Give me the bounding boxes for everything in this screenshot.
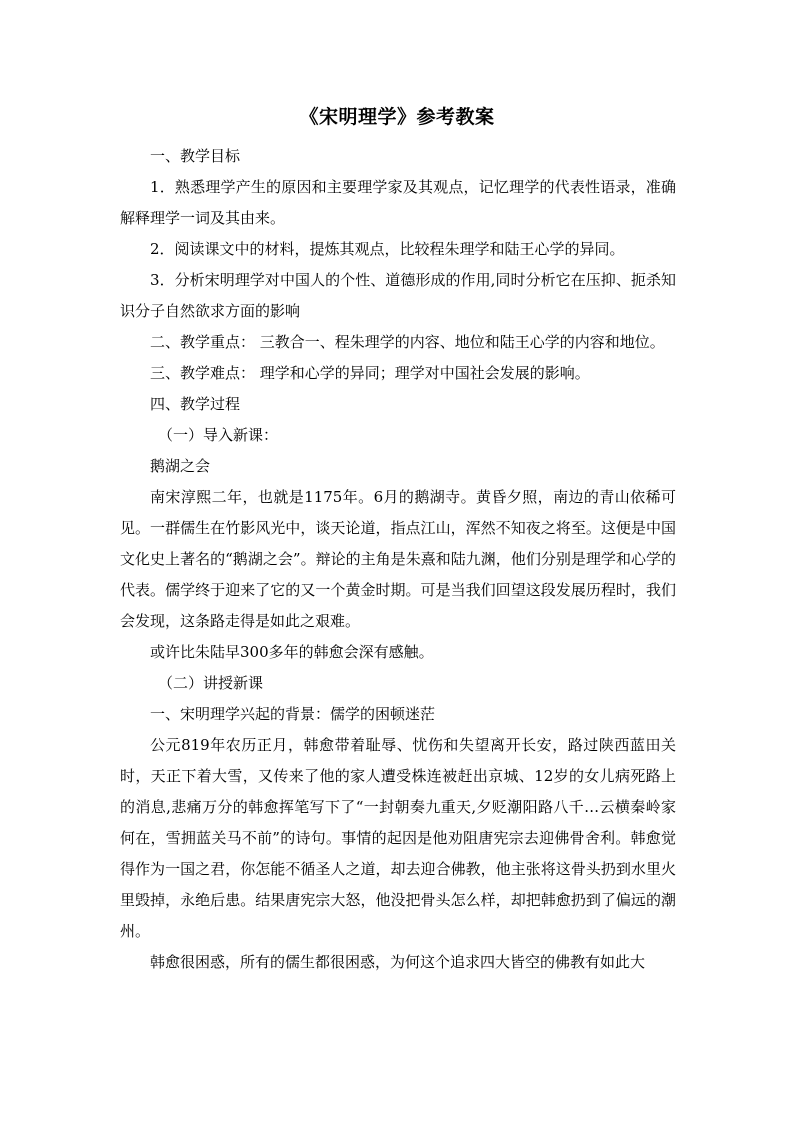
- section-heading-background: 一、宋明理学兴起的背景：儒学的困顿迷茫: [150, 705, 436, 723]
- section-heading-key-points: 二、教学重点： 三教合一、程朱理学的内容、地位和陆王心学的内容和地位。: [150, 333, 665, 351]
- objective-item-3: 3．分析宋明理学对中国人的个性、道德形成的作用,同时分析它在压抑、扼杀知识分子自然欲求方面的影响: [120, 271, 676, 320]
- section-heading-objectives: 一、教学目标: [150, 147, 241, 165]
- topic-heading-ehu: 鹅湖之会: [150, 457, 211, 475]
- objective-item-2: 2．阅读课文中的材料，提炼其观点，比较程朱理学和陆王心学的异同。: [150, 240, 625, 258]
- subsection-heading-new-lesson: （二）讲授新课: [158, 674, 264, 692]
- paragraph-han-yu-intro: 或许比朱陆早300多年的韩愈会深有感触。: [150, 643, 434, 661]
- document-title: 《宋明理学》参考教案: [299, 106, 495, 128]
- section-heading-difficulties: 三、教学难点： 理学和心学的异同；理学对中国社会发展的影响。: [150, 364, 590, 382]
- paragraph-han-yu-story: 公元819年农历正月，韩愈带着耻辱、忧伤和失望离开长安，路过陕西蓝田关时，天正下着大雪，又传来了他的家人遭受株连被赶出京城、12岁的女儿病死路上的消息,悲痛万分的韩愈挥笔写下了“一封朝奏九重天,夕贬潮阳路八千…云横秦岭家何在，雪拥蓝关马不前”的诗句。事情的起因是他劝阻唐宪宗去迎佛骨舍利。韩愈觉得作为一国之君，你怎能不循圣人之道，却去迎合佛教，他主张将这骨头扔到水里火里毁掉，永绝后患。结果唐宪宗大怒，他没把骨头怎么样，却把韩愈扔到了偏远的潮州。: [120, 736, 676, 940]
- document-body: [120, 141, 676, 978]
- section-heading-process: 四、教学过程: [150, 395, 241, 413]
- objective-item-1: 1．熟悉理学产生的原因和主要理学家及其观点，记忆理学的代表性语录，准确解释理学一词及其由来。: [120, 178, 676, 227]
- subsection-heading-intro: （一）导入新课：: [158, 426, 279, 444]
- paragraph-confucian-confusion: 韩愈很困惑，所有的儒生都很困惑，为何这个追求四大皆空的佛教有如此大: [150, 953, 646, 971]
- paragraph-ehu-story: 南宋淳熙二年，也就是1175年。6月的鹅湖寺。黄昏夕照，南边的青山依稀可见。一群儒生在竹影风光中，谈天论道，指点江山，浑然不知夜之将至。这便是中国文化史上著名的“鹅湖之会”。辩论的主角是朱熹和陆九渊，他们分别是理学和心学的代表。儒学终于迎来了它的又一个黄金时期。可是当我们回望这段发展历程时，我们会发现，这条路走得是如此之艰难。: [120, 488, 676, 630]
